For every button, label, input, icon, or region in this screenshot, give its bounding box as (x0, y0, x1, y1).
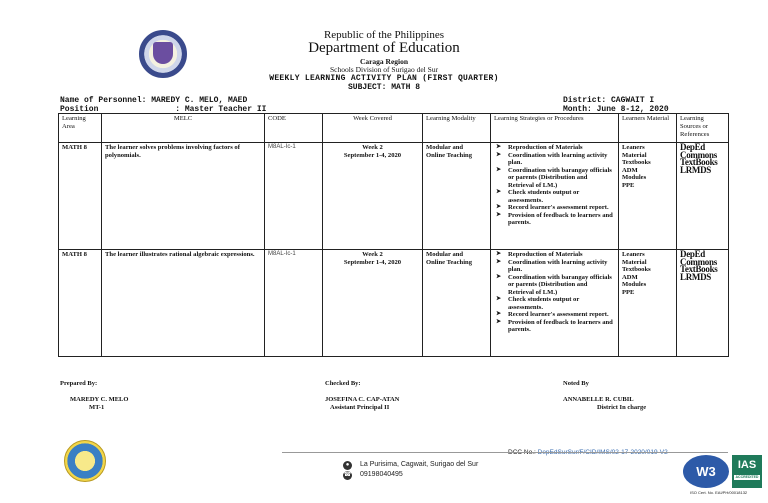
cell-code: M8AL-Ic-1 (265, 250, 323, 357)
cell-modality (423, 250, 491, 357)
cell-week (323, 250, 423, 357)
position-value: : Master Teacher II (175, 105, 267, 114)
strategy-item: ➤ Check students output or assessments. (494, 296, 615, 311)
dcc-value: DepEdSurSur/F/CID/IMS/02-17-2020/019-V2 (537, 449, 668, 456)
week-label: Week 2 (362, 251, 383, 258)
strategy-item: ➤ Coordination with barangay officials or parents (Distribution and Retrieval of LM.) (494, 167, 615, 190)
division-line: Schools Division of Surigao del Sur (329, 65, 439, 74)
header-strategies: Learning Strategies or Procedures (491, 114, 619, 143)
cell-week (323, 143, 423, 250)
checked-name: JOSEFINA C. CAP-ATAN (325, 396, 400, 403)
cell-melc: The learner solves problems involving factors of polynomials. (102, 143, 265, 250)
department-title: Department of Education (308, 40, 460, 56)
strategy-item: ➤ Coordination with learning activity plan. (494, 152, 615, 167)
checked-label: Checked By: (325, 380, 361, 387)
material-item: Leaners (622, 144, 645, 151)
cell-modality (423, 143, 491, 250)
strategy-item: ➤ Coordination with learning activity plan. (494, 259, 615, 274)
cell-area: MATH 8 (59, 143, 102, 250)
prepared-title: MT-1 (89, 404, 105, 411)
strategy-item: ➤ Provision of feedback to learners and parents. (494, 319, 615, 334)
ias-subtext: ACCREDITED (735, 475, 759, 479)
strategy-item: ➤ Record learner's assessment report. (494, 204, 615, 212)
position-label: Position (60, 105, 99, 114)
material-item: Modules (622, 174, 647, 181)
personnel-name (60, 96, 247, 105)
strategy-item: ➤ Reproduction of Materials (494, 144, 615, 152)
cell-materials (619, 143, 677, 250)
cell-area: MATH 8 (59, 250, 102, 357)
w3-certification-logo: W3 (683, 455, 729, 488)
noted-name: ANNABELLE R. CUBIL (563, 396, 634, 403)
modality-line: Online Teaching (426, 151, 472, 159)
material-item: Material (622, 258, 647, 266)
header-learning-modality: Learning Modality (423, 114, 491, 143)
school-logo-icon (64, 440, 106, 482)
activity-plan-table (58, 113, 729, 357)
header-sources: Learning Sources or References (677, 114, 729, 143)
iso-cert-number: ISO Cert. No. EAI/PH/00018132 (690, 490, 748, 495)
material-item: Textbooks (622, 159, 651, 166)
source-item: LRMDS (680, 164, 712, 175)
ias-accreditation-logo (732, 455, 762, 488)
footer-phone: 09198040495 (360, 471, 403, 478)
region-line: Caraga Region (359, 57, 409, 66)
modality-line: Modular and (426, 251, 464, 258)
material-item: PPE (622, 181, 635, 189)
noted-title: District In charge (597, 404, 647, 411)
cell-code: M8AL-Ic-1 (265, 143, 323, 250)
ias-text: IAS (737, 459, 757, 471)
cell-sources (677, 250, 729, 357)
prepared-name: MAREDY C. MELO (70, 396, 129, 403)
material-item: Textbooks (622, 266, 651, 273)
name-value: MAREDY C. MELO, MAED (151, 96, 248, 105)
name-label: Name of Personnel: (60, 96, 147, 105)
header-learners-material: Learners Material (619, 114, 677, 143)
strategy-item: ➤ Provision of feedback to learners and parents. (494, 212, 615, 227)
noted-label: Noted By (563, 380, 589, 387)
source-item: TextBooks (680, 157, 718, 167)
strategy-item: ➤ Check students output or assessments. (494, 189, 615, 204)
footer-address: La Purisima, Cagwait, Surigao del Sur (360, 461, 479, 468)
week-dates: September 1-4, 2020 (343, 258, 402, 266)
subject-line: SUBJECT: MATH 8 (347, 83, 420, 92)
modality-line: Online Teaching (426, 258, 472, 266)
week-label: Week 2 (362, 144, 383, 151)
checked-title: Assistant Principal II (330, 404, 390, 411)
source-item: LRMDS (680, 271, 712, 282)
week-dates: September 1-4, 2020 (343, 151, 402, 159)
header-melc: MELC (102, 114, 265, 143)
location-icon: ● (343, 461, 352, 470)
strategy-item: ➤ Record learner's assessment report. (494, 311, 615, 319)
dcc-label: DCC No.: (508, 449, 536, 456)
material-item: Material (622, 151, 647, 159)
material-item: Modules (622, 281, 647, 288)
material-item: ADM (622, 273, 638, 281)
header-learning-area: Learning Area (59, 114, 102, 143)
material-item: PPE (622, 288, 635, 296)
cell-strategies (491, 143, 619, 250)
header-code: CODE (265, 114, 323, 143)
cell-melc: The learner illustrates rational algebraic expressions. (102, 250, 265, 357)
strategy-item: ➤ Coordination with barangay officials or parents (Distribution and Retrieval of LM.) (494, 274, 615, 297)
material-item: ADM (622, 166, 638, 174)
cell-strategies (491, 250, 619, 357)
prepared-label: Prepared By: (60, 380, 98, 387)
plan-title: WEEKLY LEARNING ACTIVITY PLAN (FIRST QUARTER) (269, 74, 499, 83)
cell-materials (619, 250, 677, 357)
modality-line: Modular and (426, 144, 464, 151)
republic-line: Republic of the Philippines (323, 29, 445, 41)
source-item: TextBooks (680, 264, 718, 274)
strategy-item: ➤ Reproduction of Materials (494, 251, 615, 259)
source-item: DepEd (680, 249, 706, 259)
source-item: Commons (680, 149, 717, 160)
phone-icon: ☎ (343, 472, 352, 478)
source-item: Commons (680, 256, 717, 267)
table-header-row (59, 114, 729, 143)
table-row (59, 143, 729, 250)
footer-divider (282, 452, 728, 453)
month: Month: June 8-12, 2020 (563, 105, 669, 114)
district: District: CAGWAIT I (563, 96, 655, 105)
table-row (59, 250, 729, 357)
material-item: Leaners (622, 251, 645, 258)
source-item: DepEd (680, 142, 706, 152)
header-week-covered: Week Covered (323, 114, 423, 143)
cell-sources (677, 143, 729, 250)
